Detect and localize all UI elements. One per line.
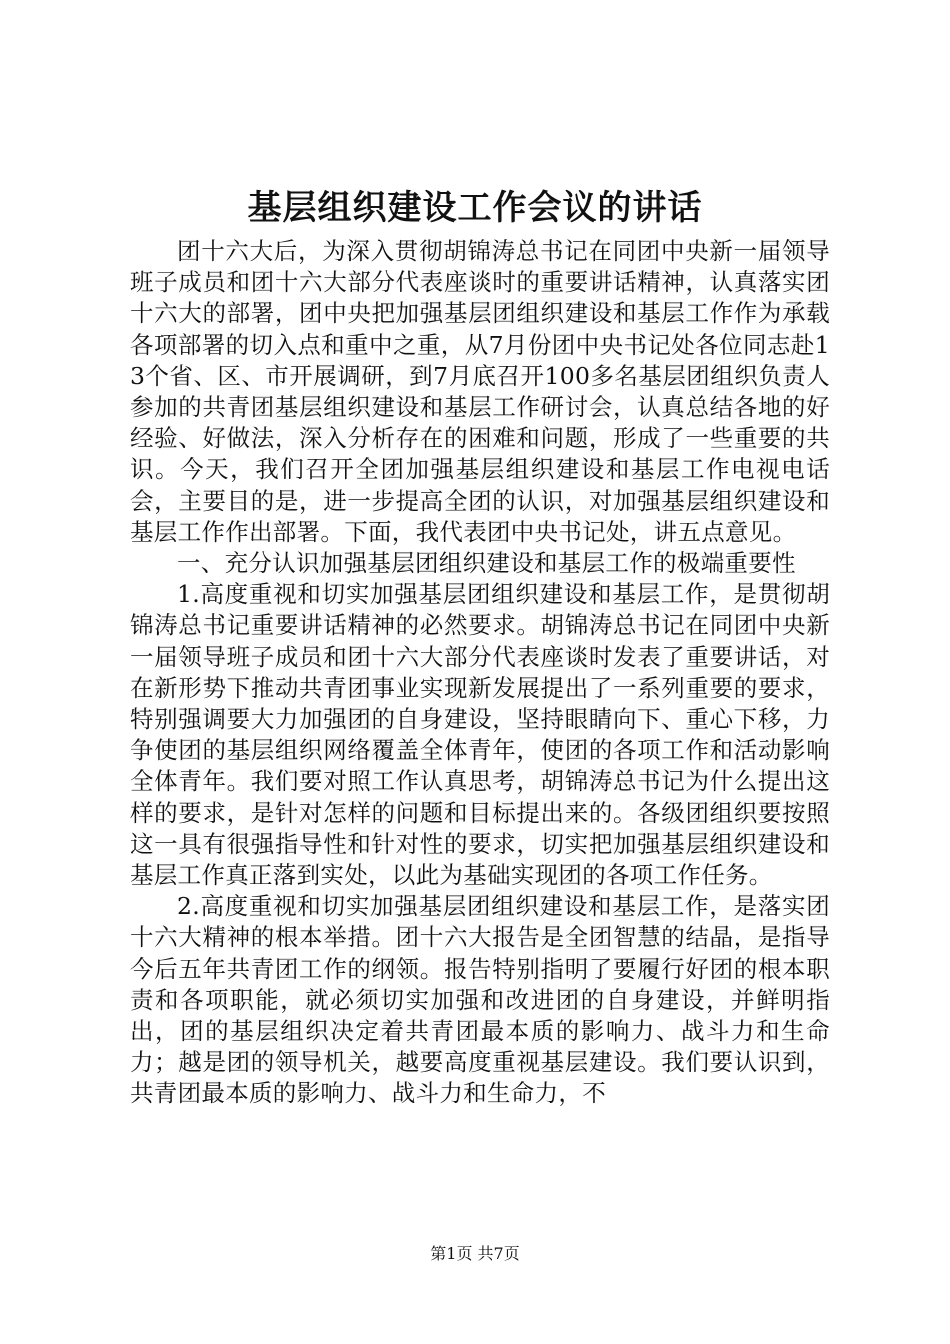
paragraph-intro: 团十六大后，为深入贯彻胡锦涛总书记在同团中央新一届领导班子成员和团十六大部分代表座谈时的重要讲话精神，认真落实团十六大的部署，团中央把加强基层团组织建设和基层工作作为承载各项部署的切入点和重中之重，从7月份团中央书记处各位同志赴13个省、区、市开展调研，到7月底召开100多名基层团组织负责人参加的共青团基层组织建设和基层工作研讨会，认真总结各地的好经验、好做法，深入分析存在的困难和问题，形成了一些重要的共识。今天，我们召开全团加强基层组织建设和基层工作电视电话会，主要目的是，进一步提高全团的认识，对加强基层组织建设和基层工作作出部署。下面，我代表团中央书记处，讲五点意见。 xyxy=(130,237,830,546)
paragraph-point-1: 1.高度重视和切实加强基层团组织建设和基层工作，是贯彻胡锦涛总书记重要讲话精神的必然要求。胡锦涛总书记在同团中央新一届领导班子成员和团十六大部分代表座谈时发表了重要讲话，对在新形势下推动共青团事业实现新发展提出了一系列重要的要求，特别强调要大力加强团的自身建设，坚持眼睛向下、重心下移，力争使团的基层组织网络覆盖全体青年，使团的各项工作和活动影响全体青年。我们要对照工作认真思考，胡锦涛总书记为什么提出这样的要求，是针对怎样的问题和目标提出来的。各级团组织要按照这一具有很强指导性和针对性的要求，切实把加强基层组织建设和基层工作真正落到实处，以此为基础实现团的各项工作任务。 xyxy=(130,580,830,890)
document-body xyxy=(130,236,830,1110)
document-title: 基层组织建设工作会议的讲话 xyxy=(247,188,703,228)
paragraph-point-2: 2.高度重视和切实加强基层团组织建设和基层工作，是落实团十六大精神的根本举措。团十六大报告是全团智慧的结晶，是指导今后五年共青团工作的纲领。报告特别指明了要履行好团的根本职责和各项职能，就必须切实加强和改进团的自身建设，并鲜明指出，团的基层组织决定着共青团最本质的影响力、战斗力和生命力；越是团的领导机关，越要高度重视基层建设。我们要认识到，共青团最本质的影响力、战斗力和生命力，不 xyxy=(130,892,830,1108)
page-footer: 第1页 共7页 xyxy=(430,1244,520,1263)
section-heading-1: 一、充分认识加强基层团组织建设和基层工作的极端重要性 xyxy=(177,549,796,578)
